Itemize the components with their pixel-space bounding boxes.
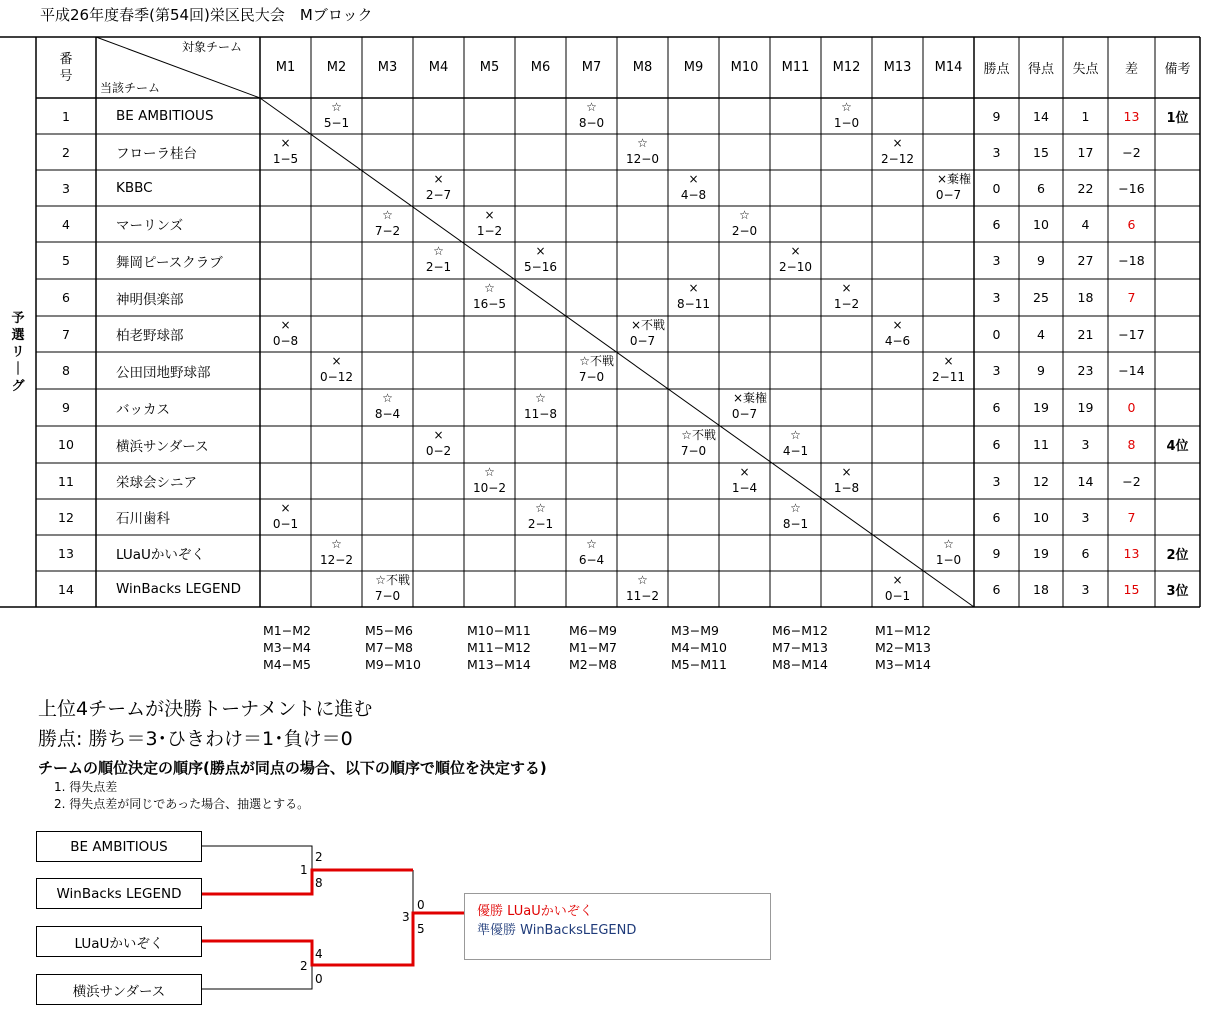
- schedule-match: M7−M13: [772, 640, 828, 655]
- header-match: M2: [326, 60, 347, 75]
- result-score: 0−1: [884, 589, 911, 603]
- result-mark: ×: [841, 465, 852, 479]
- schedule-match: M6−M12: [772, 623, 828, 638]
- result-score: 0−7: [731, 407, 758, 421]
- header-match: M3: [377, 60, 398, 75]
- result-score: 1−0: [935, 553, 962, 567]
- team-number: 9: [62, 400, 70, 415]
- semi1-label: 1: [300, 863, 308, 877]
- league-label-char: ｜: [11, 362, 25, 377]
- schedule-match: M5−M6: [365, 623, 413, 638]
- team-number: 14: [58, 581, 74, 597]
- bracket-line-winner: [202, 913, 464, 965]
- team-points: 6: [992, 400, 1001, 415]
- team-goal-diff: 8: [1127, 437, 1136, 452]
- team-goals-against: 6: [1081, 545, 1090, 561]
- schedule-match: M7−M8: [365, 640, 413, 655]
- result-score: 10−2: [473, 481, 506, 495]
- team-name: 舞岡ピースクラブ: [116, 254, 223, 271]
- result-score: 1−8: [833, 481, 860, 495]
- result-mark: ×: [688, 172, 699, 186]
- team-goal-diff: 7: [1127, 290, 1136, 305]
- schedule-match: M1−M12: [875, 623, 931, 638]
- result-mark: ☆: [331, 537, 342, 551]
- header-match: M11: [781, 60, 810, 75]
- result-mark: ☆不戦: [681, 428, 716, 442]
- result-mark: ×不戦: [630, 318, 665, 332]
- team-goal-diff: 13: [1123, 108, 1140, 124]
- team-goals-against: 3: [1081, 509, 1090, 525]
- team-points: 6: [992, 581, 1001, 597]
- bracket-team: WinBacks LEGEND: [36, 878, 202, 909]
- result-mark: ☆: [637, 573, 648, 587]
- team-name: 柏老野球部: [116, 328, 184, 344]
- team-goals-for: 18: [1033, 581, 1049, 597]
- result-mark: ×: [892, 136, 903, 150]
- schedule-match: M1−M7: [569, 640, 617, 655]
- team-goals-for: 19: [1033, 400, 1049, 415]
- result-score: 0−8: [272, 334, 299, 348]
- team-points: 9: [992, 108, 1001, 124]
- runner-up-text: 準優勝 WinBacksLEGEND: [477, 923, 637, 938]
- team-number: 10: [58, 437, 74, 452]
- team-goal-diff: −17: [1118, 326, 1145, 342]
- league-label-char: 選: [11, 328, 25, 343]
- result-score: 8−4: [374, 407, 401, 421]
- team-goals-for: 10: [1033, 509, 1049, 525]
- result-score: 7−0: [578, 370, 605, 384]
- page-title: 平成26年度春季(第54回)栄区民大会 Mブロック: [40, 6, 373, 24]
- result-mark: ☆: [382, 208, 393, 222]
- schedule-match: M3−M4: [263, 640, 311, 655]
- result-score: 7−0: [374, 589, 401, 603]
- result-mark: ☆不戦: [375, 573, 410, 587]
- team-goals-for: 11: [1033, 437, 1049, 452]
- header-match: M6: [530, 60, 551, 75]
- team-name: LUaUかいぞく: [116, 547, 205, 563]
- result-mark: ☆: [484, 465, 495, 479]
- team-goals-for: 10: [1033, 216, 1049, 232]
- team-points: 0: [992, 326, 1001, 342]
- team-points: 6: [992, 509, 1001, 525]
- team-number: 6: [62, 290, 70, 305]
- result-mark: ×: [433, 172, 444, 186]
- result-mark: ×: [484, 208, 495, 222]
- result-score: 2−11: [932, 370, 965, 384]
- result-mark: ×: [841, 281, 852, 295]
- result-mark: ×: [892, 318, 903, 332]
- result-mark: ×: [739, 465, 750, 479]
- team-goals-against: 1: [1081, 108, 1090, 124]
- header-stat: 失点: [1072, 62, 1099, 77]
- semi2-score-bottom: 0: [315, 972, 323, 986]
- result-mark: ☆: [331, 100, 342, 114]
- header-match: M12: [832, 60, 861, 75]
- team-number: 8: [62, 363, 70, 378]
- schedule-match: M1−M2: [263, 623, 311, 638]
- result-score: 8−1: [782, 517, 809, 531]
- team-points: 3: [992, 253, 1001, 268]
- team-name: WinBacks LEGEND: [116, 581, 241, 597]
- team-points: 6: [992, 216, 1001, 232]
- result-score: 0−12: [320, 370, 353, 384]
- result-mark: ×: [688, 281, 699, 295]
- team-number: 13: [58, 545, 74, 561]
- result-mark: ×: [535, 244, 546, 258]
- league-label-char: リ: [11, 345, 25, 360]
- result-score: 8−11: [677, 297, 710, 311]
- team-goals-for: 6: [1037, 180, 1045, 196]
- result-score: 7−2: [374, 224, 401, 238]
- result-score: 2−1: [425, 260, 452, 274]
- team-rank: 3位: [1166, 583, 1189, 599]
- team-goals-against: 18: [1077, 290, 1094, 305]
- team-goals-against: 3: [1081, 581, 1090, 597]
- result-mark: ☆: [943, 537, 954, 551]
- team-goals-for: 25: [1033, 290, 1049, 305]
- result-mark: ☆: [790, 501, 801, 515]
- result-score: 16−5: [473, 297, 506, 311]
- header-match: M13: [883, 60, 912, 75]
- team-goal-diff: 6: [1127, 216, 1136, 232]
- result-score: 4−1: [782, 444, 809, 458]
- team-number: 4: [62, 216, 70, 232]
- header-match: M14: [934, 60, 963, 75]
- team-goal-diff: −18: [1118, 253, 1145, 268]
- team-rank: 4位: [1166, 439, 1189, 454]
- schedule-match: M8−M14: [772, 657, 828, 672]
- team-goals-for: 12: [1033, 473, 1049, 489]
- schedule-match: M2−M8: [569, 657, 617, 672]
- result-score: 2−12: [881, 152, 914, 166]
- team-goals-against: 4: [1081, 216, 1090, 232]
- result-score: 11−8: [524, 407, 557, 421]
- header-number-char: 号: [59, 68, 73, 84]
- result-mark: ×: [331, 354, 342, 368]
- ranking-order-title: チームの順位決定の順序(勝点が同点の場合、以下の順序で順位を決定する): [38, 759, 547, 777]
- header-match: M7: [581, 60, 602, 75]
- team-goals-against: 22: [1077, 180, 1094, 196]
- result-mark: ×: [892, 573, 903, 587]
- result-score: 0−7: [935, 188, 962, 202]
- result-score: 1−2: [833, 297, 860, 311]
- team-goal-diff: −16: [1118, 180, 1145, 196]
- team-name: 神明倶楽部: [116, 291, 184, 308]
- result-score: 12−2: [320, 553, 353, 567]
- team-goal-diff: −14: [1118, 363, 1145, 378]
- result-score: 6−4: [578, 553, 605, 567]
- champion-text: 優勝 LUaUかいぞく: [477, 904, 593, 919]
- result-mark: ☆: [433, 244, 444, 258]
- bracket-team: LUaUかいぞく: [36, 926, 202, 957]
- team-goals-against: 23: [1077, 363, 1094, 378]
- result-mark: ☆不戦: [579, 354, 614, 368]
- schedule-match: M10−M11: [467, 623, 531, 638]
- bracket-line: [202, 846, 312, 870]
- team-rank: 1位: [1166, 110, 1189, 126]
- result-score: 2−1: [527, 517, 554, 531]
- header-stat: 勝点: [983, 62, 1010, 77]
- result-score: 7−0: [680, 444, 707, 458]
- result-box: [464, 893, 771, 960]
- team-goals-for: 15: [1033, 144, 1049, 160]
- team-goals-against: 14: [1077, 473, 1094, 489]
- header-number-char: 番: [59, 51, 73, 67]
- team-name: KBBC: [116, 180, 153, 196]
- team-number: 3: [62, 180, 70, 196]
- result-score: 4−6: [884, 334, 911, 348]
- header-match: M4: [428, 60, 449, 75]
- header-match: M1: [275, 60, 296, 75]
- schedule-match: M4−M5: [263, 657, 311, 672]
- team-points: 0: [992, 180, 1001, 196]
- ranking-order-item: 2. 得失点差が同じであった場合、抽選とする。: [54, 797, 310, 811]
- advance-rule: 上位4チームが決勝トーナメントに進む: [38, 698, 373, 720]
- team-goals-for: 4: [1037, 326, 1045, 342]
- team-goals-against: 17: [1077, 144, 1094, 160]
- result-score: 5−1: [323, 116, 350, 130]
- team-points: 6: [992, 437, 1001, 452]
- team-goals-for: 9: [1037, 363, 1045, 378]
- result-score: 11−2: [626, 589, 659, 603]
- result-mark: ×: [280, 501, 291, 515]
- points-rule: 勝点: 勝ち＝3･ひきわけ＝1･負け＝0: [38, 728, 353, 750]
- result-mark: ☆: [790, 428, 801, 442]
- header-match: M8: [632, 60, 653, 75]
- team-name: 横浜サンダース: [116, 438, 209, 455]
- bracket-team: BE AMBITIOUS: [36, 831, 202, 862]
- bracket-team: 横浜サンダース: [36, 974, 202, 1005]
- result-score: 2−10: [779, 260, 812, 274]
- team-points: 3: [992, 363, 1001, 378]
- semi1-score-bottom: 8: [315, 876, 323, 890]
- bracket-line: [202, 965, 312, 989]
- final-label: 3: [402, 910, 410, 924]
- team-name: 公田団地野球部: [116, 364, 211, 381]
- result-mark: ☆: [535, 501, 546, 515]
- header-match: M10: [730, 60, 759, 75]
- header-target-team: 対象チーム: [182, 39, 243, 54]
- schedule-match: M3−M9: [671, 623, 719, 638]
- result-mark: ☆: [535, 391, 546, 405]
- final-score-top: 0: [417, 898, 425, 912]
- team-goal-diff: 7: [1127, 509, 1136, 525]
- result-score: 2−7: [425, 188, 452, 202]
- schedule-match: M2−M13: [875, 640, 931, 655]
- final-score-bottom: 5: [417, 922, 425, 936]
- semi2-label: 2: [300, 959, 308, 973]
- result-score: 0−2: [425, 444, 452, 458]
- result-mark: ×: [433, 428, 444, 442]
- result-score: 1−5: [272, 152, 299, 166]
- result-score: 2−0: [731, 224, 758, 238]
- result-score: 8−0: [578, 116, 605, 130]
- league-label-char: グ: [11, 379, 25, 394]
- result-mark: ☆: [841, 100, 852, 114]
- team-name: 石川歯科: [116, 511, 170, 527]
- result-mark: ×: [943, 354, 954, 368]
- result-score: 1−4: [731, 481, 758, 495]
- team-number: 11: [58, 473, 74, 489]
- result-mark: ☆: [739, 208, 750, 222]
- team-goal-diff: −2: [1122, 473, 1141, 489]
- header-own-team: 当該チーム: [100, 80, 161, 95]
- team-goals-against: 27: [1077, 253, 1094, 268]
- result-mark: ×棄権: [936, 172, 971, 186]
- team-goals-for: 19: [1033, 545, 1049, 561]
- result-mark: ☆: [382, 391, 393, 405]
- schedule-match: M11−M12: [467, 640, 531, 655]
- team-number: 5: [62, 253, 70, 268]
- result-score: 1−2: [476, 224, 503, 238]
- league-label-char: 予: [11, 311, 25, 326]
- semi2-score-top: 4: [315, 947, 323, 961]
- ranking-order-item: 1. 得失点差: [54, 780, 118, 794]
- result-score: 0−1: [272, 517, 299, 531]
- result-mark: ☆: [586, 100, 597, 114]
- result-score: 0−7: [629, 334, 656, 348]
- team-name: マーリンズ: [116, 218, 184, 234]
- semi1-score-top: 2: [315, 850, 323, 864]
- team-goal-diff: 15: [1123, 581, 1140, 597]
- team-goal-diff: −2: [1122, 144, 1141, 160]
- result-mark: ×: [280, 318, 291, 332]
- schedule-match: M13−M14: [467, 657, 531, 672]
- team-number: 12: [58, 509, 74, 525]
- header-match: M5: [479, 60, 500, 75]
- team-number: 2: [62, 144, 70, 160]
- header-stat: 差: [1124, 62, 1138, 77]
- header-stat: 得点: [1027, 62, 1054, 77]
- team-goal-diff: 13: [1123, 545, 1140, 561]
- team-goals-for: 9: [1037, 253, 1045, 268]
- team-points: 9: [992, 545, 1001, 561]
- schedule-match: M3−M14: [875, 657, 931, 672]
- team-goals-against: 19: [1077, 400, 1094, 415]
- team-name: フローラ桂台: [116, 146, 197, 162]
- team-name: バッカス: [116, 401, 170, 418]
- schedule-match: M9−M10: [365, 657, 421, 672]
- result-score: 4−8: [680, 188, 707, 202]
- result-mark: ☆: [484, 281, 495, 295]
- team-goals-against: 3: [1081, 437, 1090, 452]
- header-stat: 備考: [1164, 62, 1191, 77]
- schedule-match: M4−M10: [671, 640, 727, 655]
- result-mark: ×: [790, 244, 801, 258]
- team-points: 3: [992, 473, 1001, 489]
- team-number: 7: [62, 326, 70, 342]
- schedule-match: M6−M9: [569, 623, 617, 638]
- result-mark: ×棄権: [732, 391, 767, 405]
- result-score: 12−0: [626, 152, 659, 166]
- team-name: BE AMBITIOUS: [116, 108, 214, 124]
- schedule-match: M5−M11: [671, 657, 727, 672]
- team-points: 3: [992, 144, 1001, 160]
- result-score: 5−16: [524, 260, 557, 274]
- result-mark: ×: [280, 136, 291, 150]
- team-rank: 2位: [1166, 547, 1189, 563]
- result-mark: ☆: [637, 136, 648, 150]
- team-goals-against: 21: [1077, 326, 1094, 342]
- result-mark: ☆: [586, 537, 597, 551]
- team-goal-diff: 0: [1127, 400, 1136, 415]
- team-goals-for: 14: [1033, 108, 1049, 124]
- header-match: M9: [683, 60, 704, 75]
- team-name: 栄球会シニア: [116, 475, 197, 491]
- team-number: 1: [62, 108, 70, 124]
- team-points: 3: [992, 290, 1001, 305]
- result-score: 1−0: [833, 116, 860, 130]
